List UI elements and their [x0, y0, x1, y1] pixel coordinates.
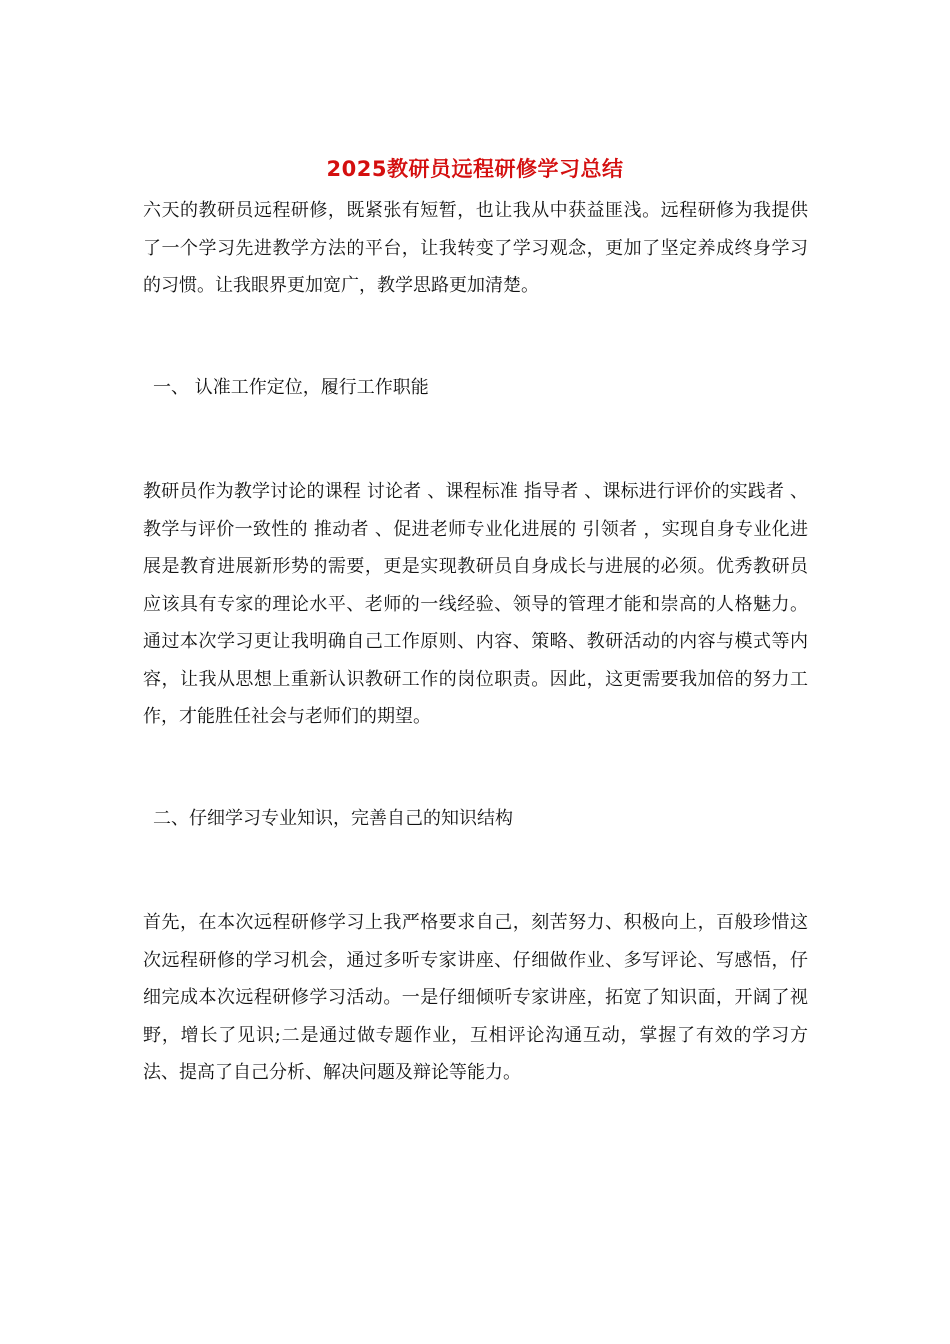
section-2-paragraph: 首先，在本次远程研修学习上我严格要求自己，刻苦努力、积极向上，百般珍惜这次远程研修的学习机会，通过多听专家讲座、仔细做作业、多写评论、写感悟，仔细完成本次远程研修学习活动。一是仔细倾听专家讲座，拓宽了知识面，开阔了视野，增长了见识;二是通过做专题作业，互相评论沟通互动，掌握了有效的学习方法、提高了自己分析、解决问题及辩论等能力。: [143, 912, 808, 1083]
intro-paragraph: 六天的教研员远程研修，既紧张有短暂，也让我从中获益匪浅。远程研修为我提供了一个学习先进教学方法的平台，让我转变了学习观念，更加了坚定养成终身学习的习惯。让我眼界更加宽广，教学思路更加清楚。: [143, 200, 808, 296]
section-1-paragraph: 教研员作为教学讨论的课程 讨论者 、课程标准 指导者 、课标进行评价的实践者 、教学与评价一致性的 推动者 、促进老师专业化进展的 引领者 ，实现自身专业化进展是教育进展新形势的需要，更是实现教研员自身成长与进展的必须。优秀教研员应该具有专家的理论水平、老师的一线经验、领导的管理才能和崇高的人格魅力。通过本次学习更让我明确自己工作原则、内容、策略、教研活动的内容与模式等内容，让我从思想上重新认识教研工作的岗位职责。因此，这更需要我加倍的努力工作，才能胜任社会与老师们的期望。: [143, 481, 808, 727]
section-2-heading: 二、仔细学习专业知识，完善自己的知识结构: [153, 808, 513, 829]
section-1-heading: 一、 认准工作定位，履行工作职能: [153, 377, 429, 398]
document-title: 2025教研员远程研修学习总结: [326, 157, 624, 181]
